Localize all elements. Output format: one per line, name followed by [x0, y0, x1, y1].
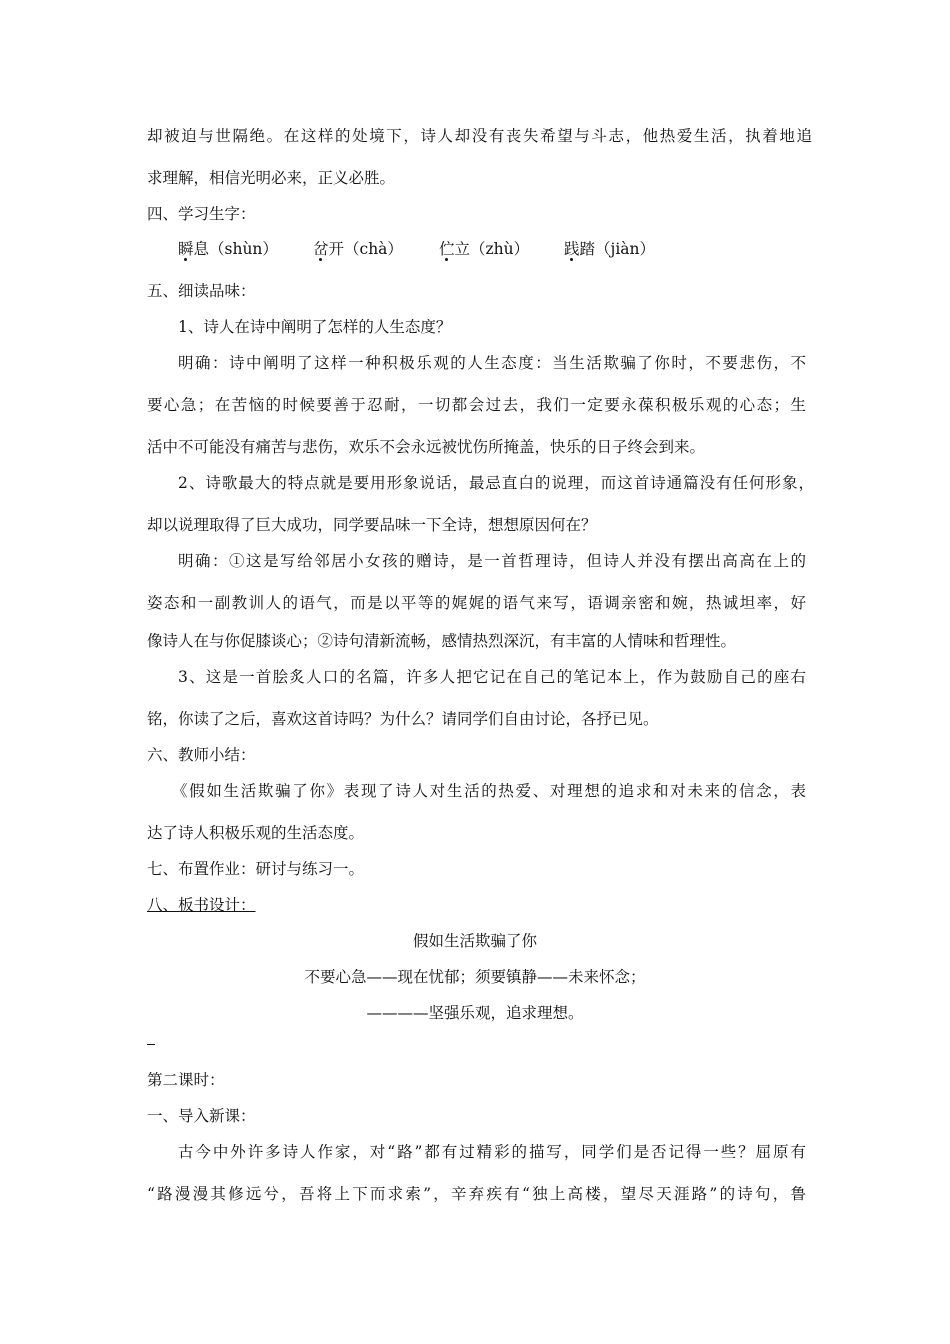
paragraph-line: 姿态和一副教训人的语气，而是以平等的娓娓的语气来写，语调亲密和婉，热诚坦率，好 [147, 594, 806, 612]
character-item [313, 238, 403, 260]
section-heading-homework: 七、布置作业：研讨与练习一。 [147, 860, 365, 878]
emphasis-dot [445, 258, 448, 261]
paragraph-line: 像诗人在与你促膝谈心；②诗句清新流畅，感情热烈深沉，有丰富的人情味和哲理性。 [147, 632, 737, 650]
board-line: 不要心急——现在忧郁；须要镇静——未来怀念； [304, 968, 646, 986]
paragraph-line: 明确：诗中阐明了这样一种积极乐观的人生态度：当生活欺骗了你时，不要悲伤，不 [178, 354, 806, 372]
paragraph-line: 活中不可能没有痛苦与悲伤，欢乐不会永远被忧伤所掩盖，快乐的日子终会到来。 [147, 438, 706, 456]
section-heading-board-design: 八、板书设计： [147, 896, 256, 914]
paragraph-line: 《假如生活欺骗了你》表现了诗人对生活的热爱、对理想的追求和对未来的信念，表 [172, 782, 806, 800]
character-item [439, 238, 529, 260]
board-line: ————坚强乐观，追求理想。 [366, 1004, 584, 1022]
section-heading-intro: 一、导入新课： [147, 1107, 256, 1125]
section-heading-close-reading: 五、细读品味： [147, 282, 256, 300]
paragraph-line: 求理解，相信光明必来，正义必胜。 [147, 169, 396, 187]
character-pinyin: （jiàn） [595, 240, 656, 258]
lesson-heading-second: 第二课时： [147, 1071, 225, 1089]
board-title: 假如生活欺骗了你 [412, 932, 537, 950]
underscore-mark [147, 1044, 155, 1045]
character-word: 岔开 [313, 240, 345, 258]
emphasis-dot [184, 258, 187, 261]
paragraph-line: 达了诗人积极乐观的生活态度。 [147, 824, 365, 842]
paragraph-line: 明确：①这是写给邻居小女孩的赠诗，是一首哲理诗，但诗人并没有摆出高高在上的 [178, 552, 806, 570]
paragraph-line: 要心急；在苦恼的时候要善于忍耐，一切都会过去，我们一定要永葆积极乐观的心态；生 [147, 396, 806, 414]
character-pinyin: （chà） [344, 240, 403, 258]
paragraph-line: 却以说理取得了巨大成功，同学要品味一下全诗，想想原因何在？ [147, 516, 597, 534]
paragraph-line: 却被迫与世隔绝。在这样的处境下，诗人却没有丧失希望与斗志，他热爱生活，执着地追 [147, 127, 812, 145]
paragraph-line: 古今中外许多诗人作家，对“路”都有过精彩的描写，同学们是否记得一些？屈原有 [178, 1143, 806, 1161]
character-word: 瞬息 [178, 240, 210, 258]
question-line: 1、诗人在诗中阐明了怎样的人生态度？ [178, 318, 452, 336]
character-word: 伫立 [439, 240, 471, 258]
emphasis-dot [319, 258, 322, 261]
character-word: 践踏 [564, 240, 596, 258]
character-item [178, 238, 278, 260]
emphasis-dot [570, 258, 573, 261]
section-heading-learn-characters: 四、学习生字： [147, 205, 256, 223]
paragraph-line: “路漫漫其修远兮，吾将上下而求索”，辛弃疾有“独上高楼，望尽天涯路”的诗句，鲁 [147, 1185, 806, 1203]
section-heading-summary: 六、教师小结： [147, 746, 256, 764]
character-pinyin: （shùn） [209, 240, 278, 258]
character-item [564, 238, 655, 260]
character-pinyin: （zhù） [470, 240, 530, 258]
question-line: 3、这是一首脍炙人口的名篇，许多人把它记在自己的笔记本上，作为鼓励自己的座右 [178, 668, 806, 686]
question-line: 2、诗歌最大的特点就是要用形象说话，最忌直白的说理，而这首诗通篇没有任何形象， [178, 474, 814, 492]
paragraph-line: 铭，你读了之后，喜欢这首诗吗？为什么？请同学们自由讨论，各抒已见。 [147, 710, 659, 728]
